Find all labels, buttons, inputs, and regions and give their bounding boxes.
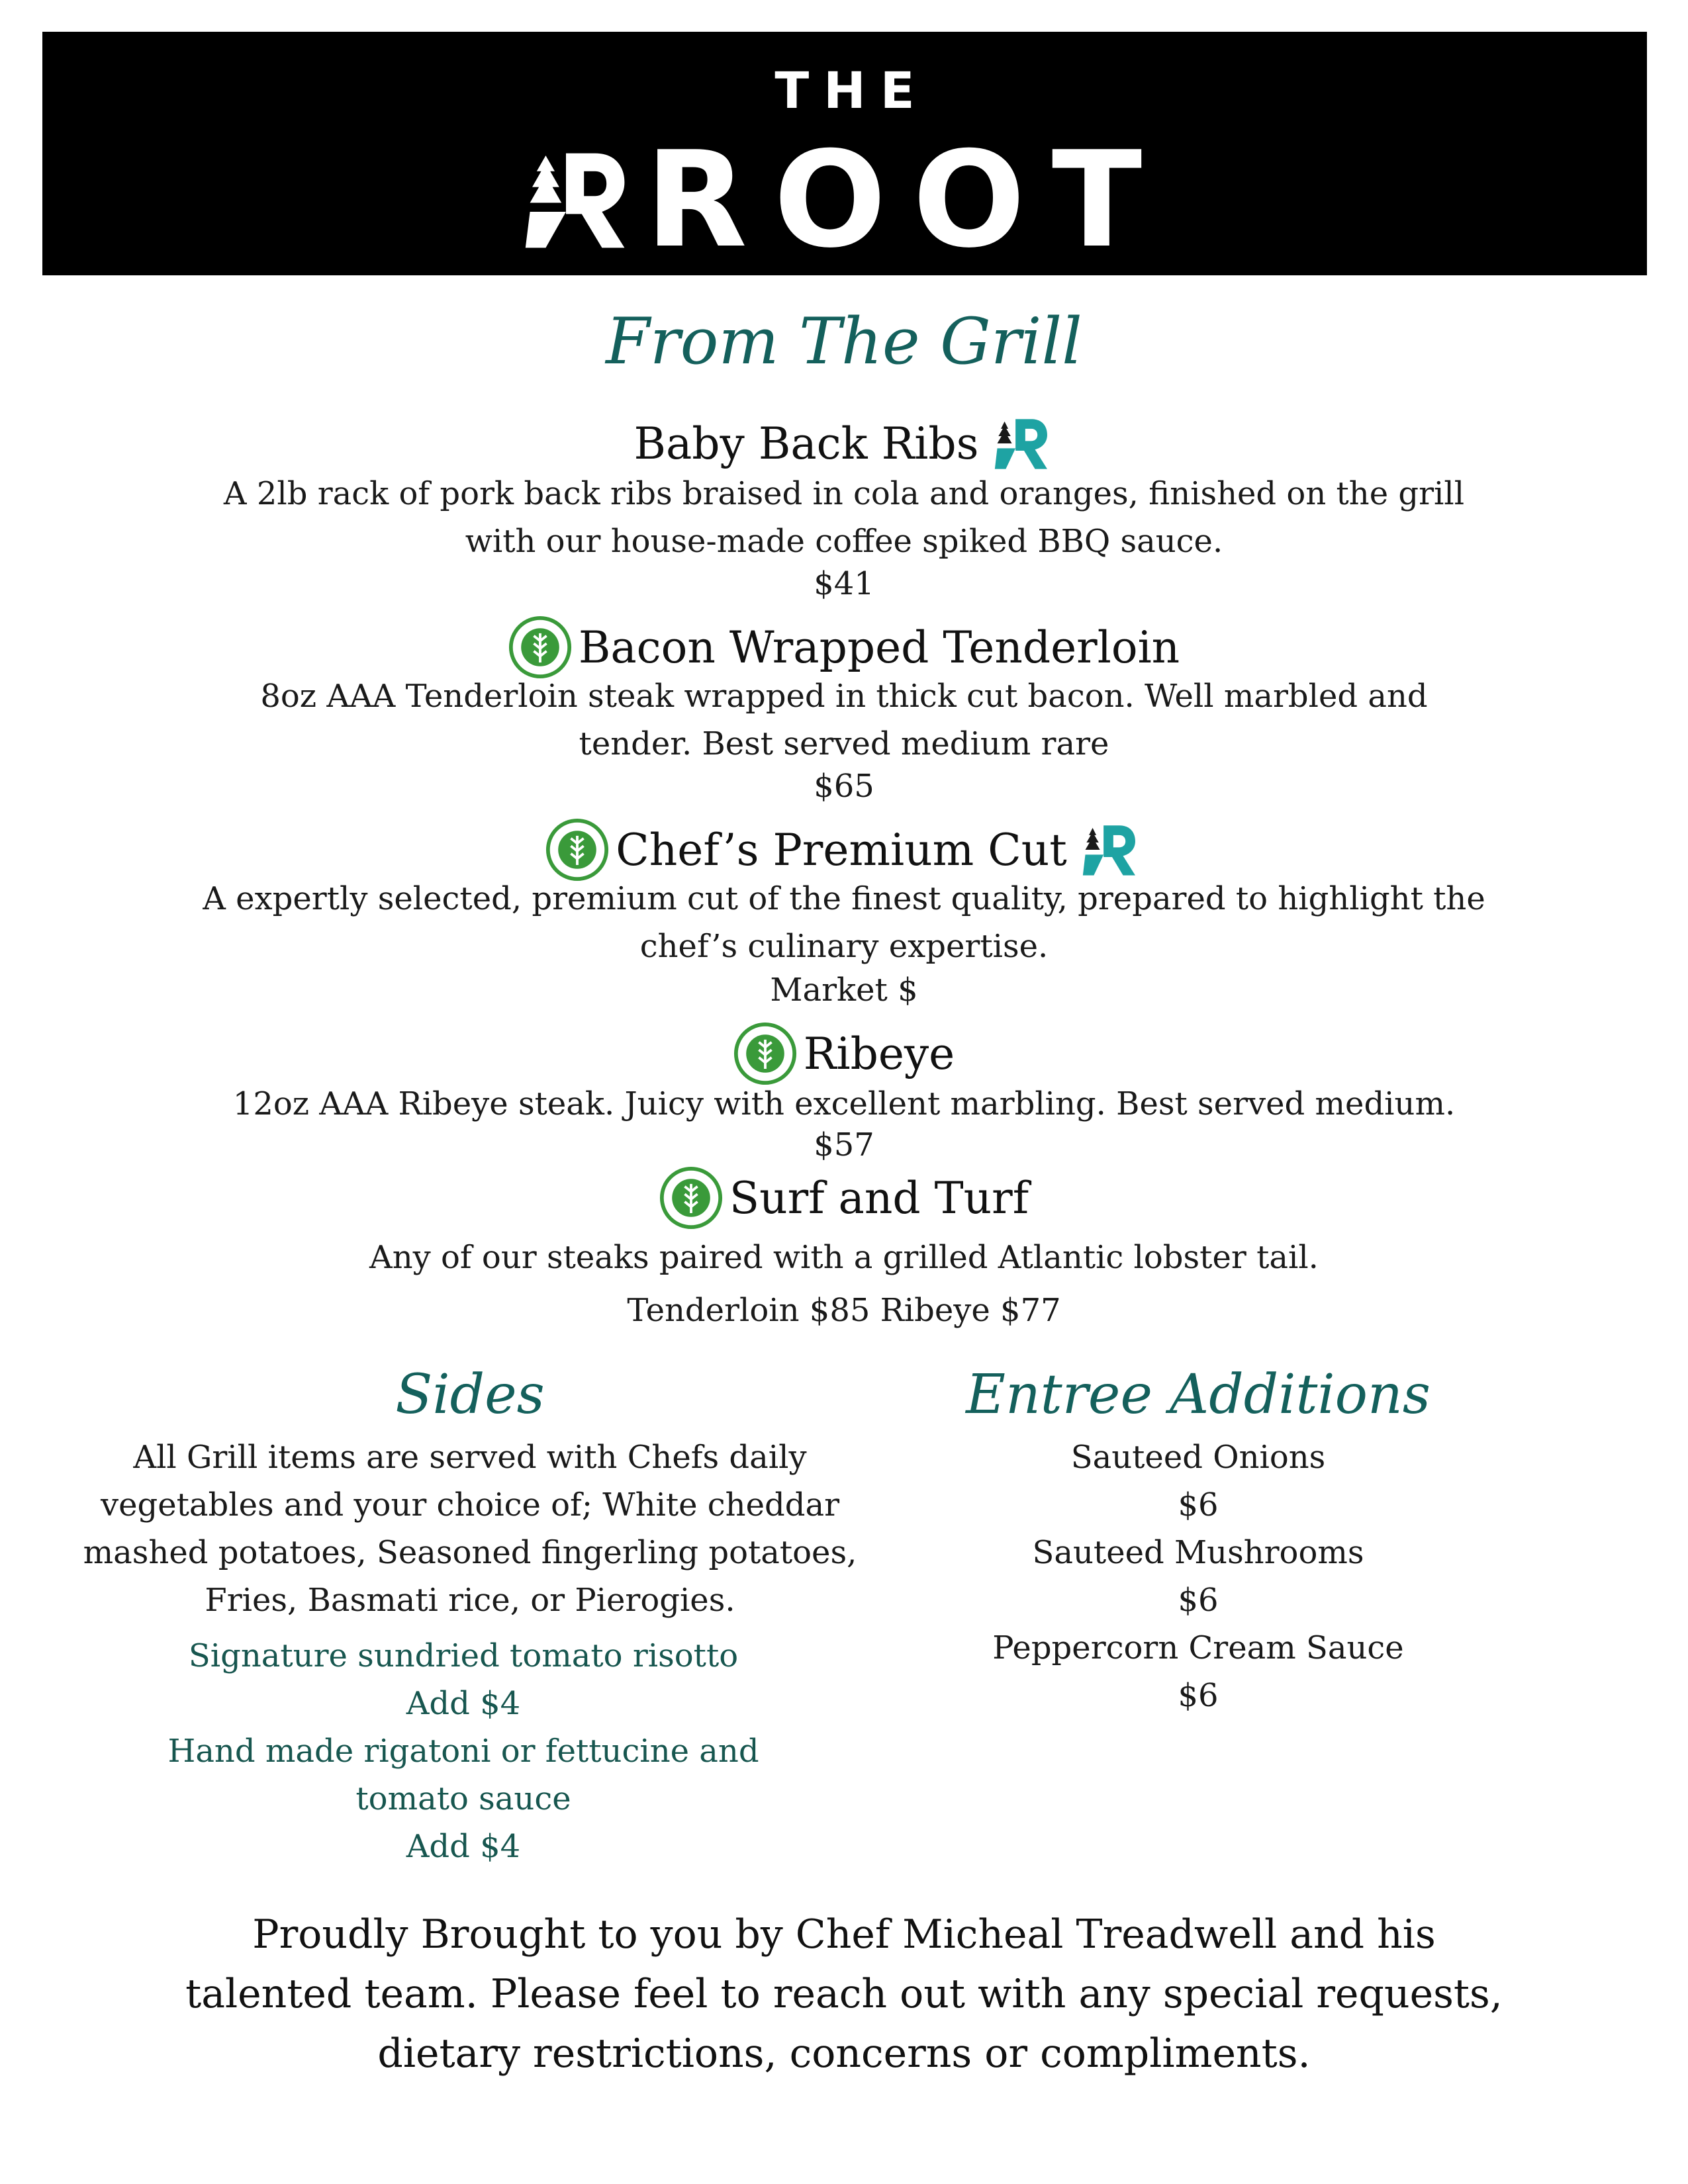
brand-the: THE <box>774 61 929 120</box>
item-name-text: Chef’s Premium Cut <box>616 824 1067 876</box>
gluten-free-icon <box>508 615 572 679</box>
gluten-free-icon <box>545 818 609 882</box>
item-price: Tenderloin $85 Ribeye $77 <box>627 1292 1061 1329</box>
section-title: From The Grill <box>606 304 1082 379</box>
sides-addon-name: Hand made rigatoni or fettucine and tomato sauce <box>167 1733 759 1817</box>
item-price: $65 <box>814 768 874 805</box>
item-description: 12oz AAA Ribeye steak. Juicy with excellent marbling. Best served medium. <box>232 1085 1456 1122</box>
item-name-text: Bacon Wrapped Tenderloin <box>578 621 1180 673</box>
addition-name: Sauteed Onions <box>1070 1439 1326 1476</box>
sides-title: Sides <box>395 1363 545 1426</box>
addition-price: $6 <box>1178 1677 1219 1714</box>
item-price: $57 <box>814 1126 874 1163</box>
addition-name: Sauteed Mushrooms <box>1032 1534 1364 1571</box>
signature-r-icon <box>1082 819 1143 880</box>
root-logo-icon <box>521 144 633 257</box>
addition-name: Peppercorn Cream Sauce <box>992 1629 1404 1666</box>
signature-r-icon <box>994 413 1055 474</box>
header-banner <box>42 32 1647 275</box>
item-name-text: Ribeye <box>803 1028 955 1079</box>
additions-title: Entree Additions <box>966 1363 1430 1426</box>
item-name-text: Surf and Turf <box>729 1172 1029 1224</box>
addition-price: $6 <box>1178 1582 1219 1619</box>
addition-price: $6 <box>1178 1486 1219 1524</box>
item-description: Any of our steaks paired with a grilled Atlantic lobster tail. <box>369 1239 1319 1276</box>
item-name-text: Baby Back Ribs <box>633 418 979 469</box>
sides-addon-price: Add $4 <box>406 1685 521 1722</box>
item-name-surf-and-turf <box>0 1166 1688 1230</box>
sides-addon-price: Add $4 <box>406 1828 521 1865</box>
sides-addon-name: Signature sundried tomato risotto <box>188 1637 739 1674</box>
footer-note: Proudly Brought to you by Chef Micheal Treadwell and his talented team. Please feel to reach out with any special requests, dietary restrictions, concerns or compliments. <box>185 1911 1503 2077</box>
item-name-bacon-wrapped-tenderloin <box>0 615 1688 679</box>
item-price: Market $ <box>770 972 918 1009</box>
item-name-chefs-premium-cut <box>0 818 1688 882</box>
brand-main <box>42 123 1647 277</box>
item-description: A 2lb rack of pork back ribs braised in cola and oranges, finished on the grill with our house-made coffee spiked BBQ sauce. <box>223 475 1465 560</box>
item-name-ribeye <box>0 1022 1688 1085</box>
sides-text: All Grill items are served with Chefs daily vegetables and your choice of; White cheddar mashed potatoes, Seasoned fingerling potatoes, Fries, Basmati rice, or Pierogies. <box>83 1439 857 1619</box>
item-description: A expertly selected, premium cut of the finest quality, prepared to highlight the chef’s culinary expertise. <box>203 880 1485 965</box>
gluten-free-icon <box>659 1166 723 1230</box>
item-name-baby-back-ribs <box>0 413 1688 474</box>
item-price: $41 <box>814 565 874 602</box>
gluten-free-icon <box>733 1022 797 1085</box>
brand-root: ROOT <box>645 123 1169 277</box>
item-description: 8oz AAA Tenderloin steak wrapped in thick cut bacon. Well marbled and tender. Best served medium rare <box>260 678 1428 762</box>
